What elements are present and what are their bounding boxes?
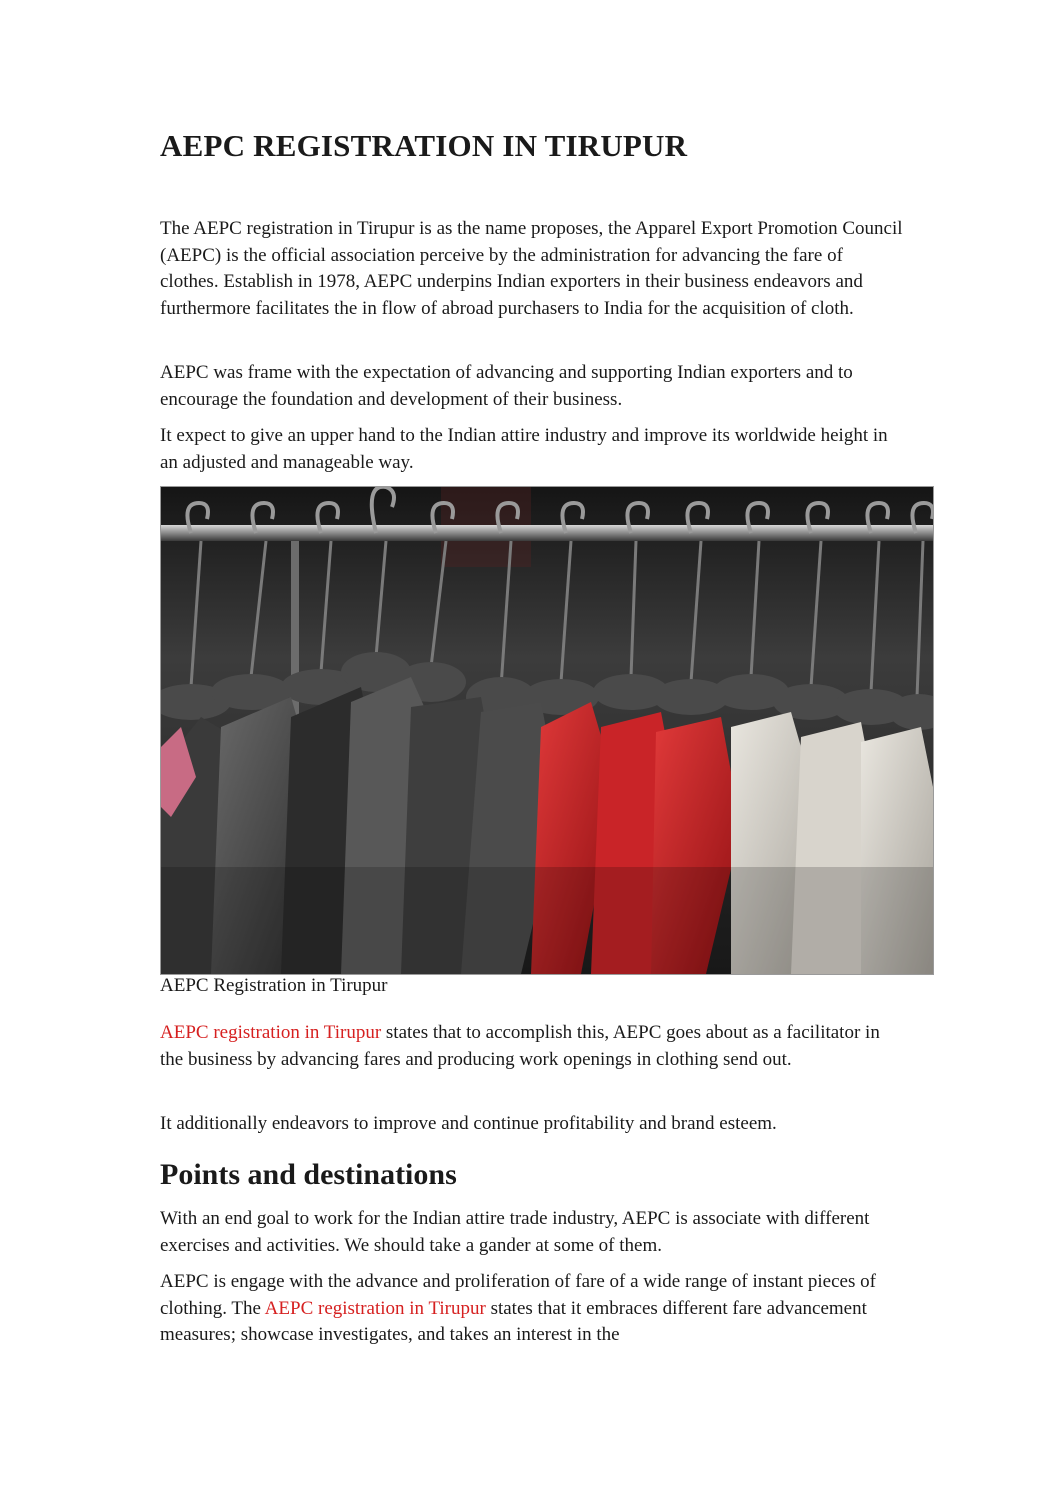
body-paragraph-2: AEPC was frame with the expectation of advancing and supporting Indian exporters and to encourage the foundation and development of their business. [160,362,853,410]
section-heading: Points and destinations [160,1158,457,1191]
aepc-registration-link-2[interactable]: AEPC registration in Tirupur [264,1297,486,1319]
clothing-rack-photo [160,486,934,975]
section-paragraph-2-start: AEPC is engage with the advance and proliferation of fare of a wide range of instant pieces of clothing. The [160,1271,876,1319]
body-paragraph-4-text: states that to accomplish this, AEPC goes about as a facilitator in the business by advancing fares and producing work openings in clothing send out. [160,1022,880,1070]
aepc-registration-link[interactable]: AEPC registration in Tirupur [160,1022,382,1043]
figure-caption: AEPC Registration in Tirupur [160,975,388,996]
intro-paragraph: The AEPC registration in Tirupur is as the name proposes, the Apparel Export Promotion Council (AEPC) is the official association perceive by the administration for advancing the fare of clothes. Establish in 1978, AEPC underpins Indian exporters in their business endeavors and furthermore facilitates the in flow of abroad purchasers to India for the acquisition of cloth. [160,218,903,319]
section-paragraph-2-rest: states that it embraces different fare advancement measures; showcase investigates, and takes an interest in the [160,1297,867,1345]
body-paragraph-4 [160,1020,905,1073]
section-paragraph-2 [160,1269,905,1349]
page-title: AEPC REGISTRATION IN TIRUPUR [160,128,688,163]
body-paragraph-5: It additionally endeavors to improve and continue profitability and brand esteem. [160,1113,777,1134]
body-paragraph-3: It expect to give an upper hand to the Indian attire industry and improve its worldwide height in an adjusted and manageable way. [160,425,888,473]
section-paragraph-1: With an end goal to work for the Indian attire trade industry, AEPC is associate with different exercises and activities. We should take a gander at some of them. [160,1208,870,1256]
